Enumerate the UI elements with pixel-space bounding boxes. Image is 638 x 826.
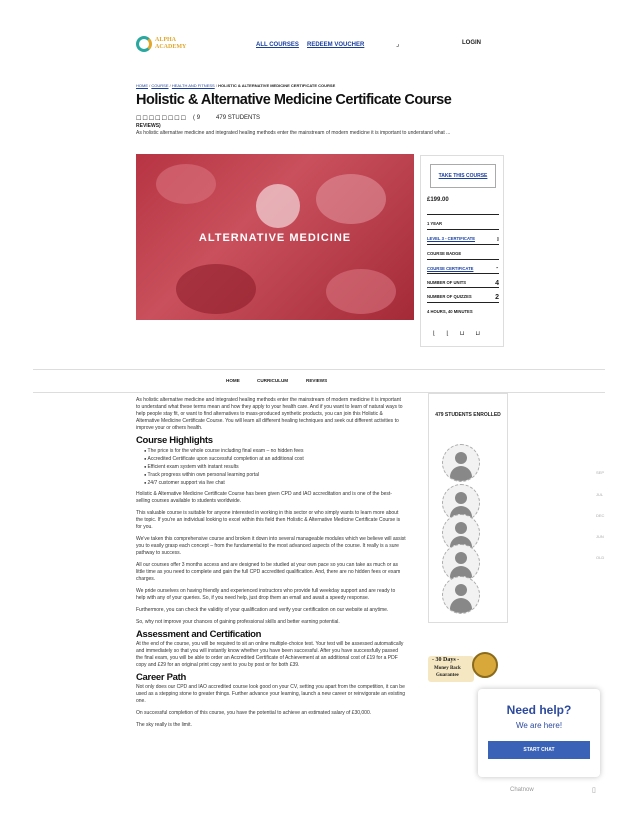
take-course-button[interactable]: TAKE THIS COURSE (430, 164, 496, 188)
paragraph: So, why not improve your chances of gaining professional skills and better earning potential. (136, 619, 340, 625)
paragraph: This valuable course is suitable for anyone interested in working in this sector or who simply wants to learn more about the topic. If you're an individual looking to excel within this field then Holistic & Alternative Medicine Certificate Course is for you. (136, 510, 401, 530)
paragraph: All our courses offer 3 months access and are designed to be studied at your own pace so you can take as much or as little time as you need to complete and gain the full CPD accredited qualification. And, there are no hidden fees or exam charges. (136, 562, 401, 582)
course-description (136, 397, 406, 734)
paragraph: At the end of the course, you will be required to sit an online multiple-choice test. Your test will be assessed automatically and immediately so that you will instantly know whether you have been successful. After you have successfully passed the final exam, you will be able to order an Accredited Certificate of Achievement at an additional cost of £19 for a PDF copy and £29 for an original print copy sent to you by post or for both £39. (136, 641, 404, 668)
paragraph: Not only does our CPD and IAO accredited course look good on your CV, setting you apart from the competition, it can be used as a stepping stone to greater things. Further advance your learning, launch a new career or reinvigorate an existing one. (136, 684, 406, 704)
chat-subtitle: We are here! (515, 721, 563, 730)
facebook-icon[interactable]: ⌊ (433, 331, 436, 337)
page-title: Holistic & Alternative Medicine Certificate Course (136, 92, 452, 108)
paragraph: On successful completion of this course, you have the potential to achieve an estimated salary of £30,000. (136, 710, 372, 716)
start-chat-button[interactable]: START CHAT (488, 741, 590, 759)
tab-home[interactable]: HOME (226, 378, 240, 383)
logo-text-line1: ALPHA (155, 37, 176, 43)
hero-title: ALTERNATIVE MEDICINE (198, 232, 352, 244)
side-label: SEP (596, 470, 605, 475)
breadcrumb-current: HOLISTIC & ALTERNATIVE MEDICINE CERTIFICATE COURSE (218, 83, 336, 88)
reviews-suffix: REVIEWS) (136, 123, 161, 129)
email-icon[interactable]: ⊔ (475, 331, 481, 337)
side-label: JUN (596, 534, 604, 539)
quizzes-row: NUMBER OF QUIZZES 2 (427, 287, 499, 301)
avatar (442, 576, 480, 614)
list-item: ● The price is for the whole course including final exam – no hidden fees (144, 447, 406, 455)
login-link[interactable]: LOGIN (462, 40, 481, 46)
highlights-list (136, 447, 406, 487)
side-label: DEC (596, 513, 605, 518)
rating-row (136, 115, 260, 122)
course-tabs (33, 369, 605, 393)
logo[interactable] (136, 36, 186, 52)
breadcrumb-category[interactable]: HEALTH AND FITNESS (171, 83, 215, 88)
chat-icon[interactable]: ▯ (592, 787, 596, 794)
side-label: OLD (596, 555, 605, 560)
assessment-heading: Assessment and Certification (136, 629, 262, 640)
paragraph: We pride ourselves on having friendly and experienced instructors who provide full weekday support and are ready to help with any of your queries. So, if you need help, just drop them an email and await a speedy response. (136, 588, 396, 601)
share-icons (433, 330, 480, 337)
rating-count[interactable]: ( 9 (193, 115, 201, 121)
level-row[interactable]: LEVEL 3 - CERTIFICATE ▯ (427, 229, 499, 241)
badge-row: COURSE BADGE (427, 244, 499, 256)
highlights-heading: Course Highlights (136, 435, 213, 446)
career-heading: Career Path (136, 672, 187, 683)
chatnow-label[interactable]: Chatnow (510, 787, 534, 793)
enrolled-title: 479 STUDENTS ENROLLED (435, 412, 501, 418)
star-rating-icon: ☐☐☐☐☐☐☐☐ (136, 115, 188, 122)
breadcrumb: HOME / COURSE / HEALTH AND FITNESS / HOLISTIC & ALTERNATIVE MEDICINE CERTIFICATE COURSE (136, 83, 336, 88)
duration-row: 1 YEAR (427, 214, 499, 226)
short-description: As holistic alternative medicine and integrated healing methods enter the mainstream of modern medicine it is important to understand what ... (136, 130, 451, 136)
cart-icon[interactable]: ⌟ (396, 41, 400, 48)
students-count: 479 STUDENTS (216, 115, 261, 121)
guarantee-seal-icon (472, 652, 498, 678)
course-hero-image (136, 154, 414, 320)
paragraph: We've taken this comprehensive course and broken it down into several manageable modules which we believe will assist you to easily grasp each concept – from the fundamental to the most advanced aspects of the course. It really is a sure pathway to success. (136, 536, 406, 556)
course-card (420, 155, 504, 347)
logo-icon (136, 36, 152, 52)
intro-paragraph: As holistic alternative medicine and integrated healing methods enter the mainstream of modern medicine it is important to understand what these terms mean and how they apply to your health care. And if you want to learn of natural ways to help people stay fit, or want to find alternatives to mass-produced synthetic products, you can join this Holistic & Alternative Medicine Certificate Course. You will learn all different healing techniques and seek out different activities to improve your or others health. (136, 397, 403, 431)
chat-widget (478, 689, 600, 777)
units-row: NUMBER OF UNITS 4 (427, 273, 499, 287)
course-price: £199.00 (427, 197, 449, 203)
enrolled-students-box (428, 393, 508, 623)
list-item: ● Accredited Certificate upon successful completion at an additional cost (144, 455, 406, 463)
paragraph: Furthermore, you can check the validity of your qualification and verify your certification on our website at anytime. (136, 607, 389, 613)
tab-curriculum[interactable]: CURRICULUM (257, 378, 289, 383)
breadcrumb-course[interactable]: COURSE (151, 83, 169, 88)
nav-redeem-voucher[interactable]: REDEEM VOUCHER (307, 42, 365, 48)
certificate-row[interactable]: COURSE CERTIFICATE ⌃ (427, 259, 499, 271)
chat-title: Need help? (506, 703, 572, 717)
nav-all-courses[interactable]: ALL COURSES (256, 42, 299, 48)
twitter-icon[interactable]: ⌊ (446, 331, 449, 337)
linkedin-icon[interactable]: ⊔ (459, 331, 465, 337)
list-item: ● Track progress within own personal learning portal (144, 471, 406, 479)
tab-reviews[interactable]: REVIEWS (306, 378, 328, 383)
side-label: JUL (596, 492, 604, 497)
info-icon: ▯ (496, 236, 499, 241)
hours-row: 4 HOURS, 40 MINUTES (427, 302, 499, 314)
money-back-badge: - 30 Days - Money Back Guarantee (428, 652, 498, 686)
list-item: ● 24/7 customer support via live chat (144, 479, 406, 487)
site-header (0, 0, 638, 70)
breadcrumb-home[interactable]: HOME (136, 83, 148, 88)
paragraph: Holistic & Alternative Medicine Certificate Course has been given CPD and IAO accreditation and is one of the best-selling courses available to students worldwide. (136, 491, 392, 504)
certificate-icon: ⌃ (495, 266, 499, 271)
paragraph: The sky really is the limit. (136, 722, 192, 728)
avatar (442, 444, 480, 482)
logo-text-line2: ACADEMY (155, 44, 187, 50)
list-item: ● Efficient exam system with instant results (144, 463, 406, 471)
